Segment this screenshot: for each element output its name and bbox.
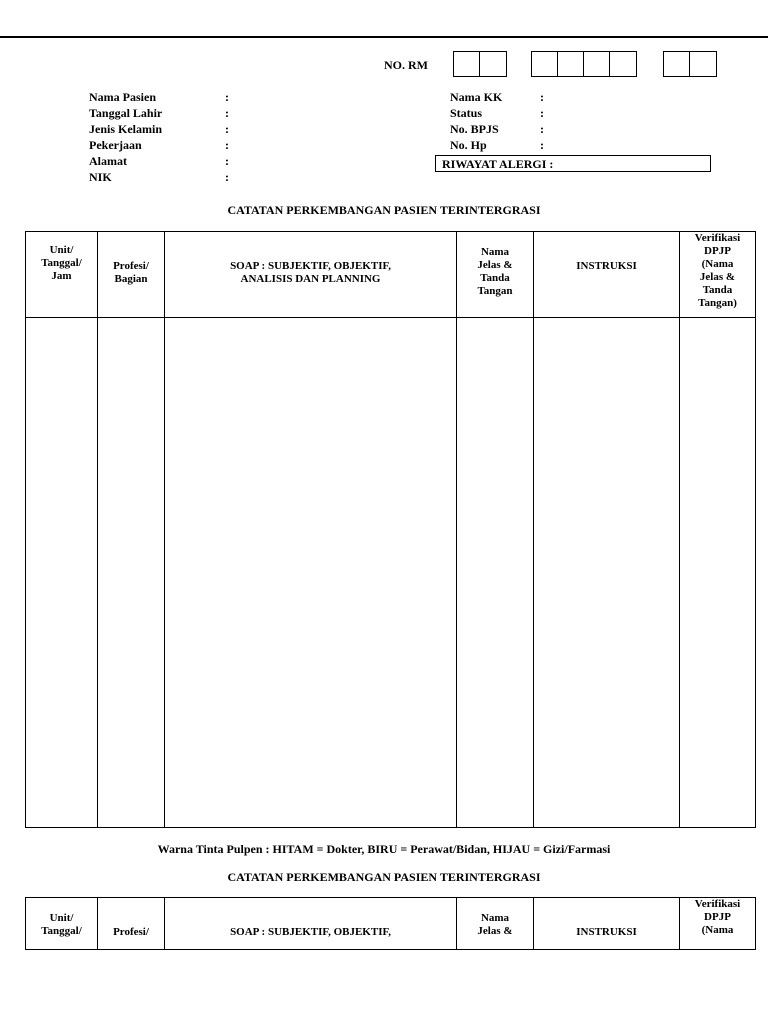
field-no-bpjs[interactable] xyxy=(450,121,570,137)
rm-digit-box[interactable] xyxy=(532,52,558,76)
rm-digit-box[interactable] xyxy=(558,52,584,76)
patient-info-right xyxy=(450,89,570,153)
header-profesi-bagian: Profesi/ Bagian xyxy=(98,232,165,318)
field-nik[interactable] xyxy=(89,169,239,185)
rm-digit-box[interactable] xyxy=(610,52,636,76)
field-label: Status xyxy=(450,106,483,120)
cell-profesi-bagian[interactable] xyxy=(98,318,165,828)
cell-soap[interactable] xyxy=(165,318,457,828)
field-label: Nama Pasien xyxy=(89,90,156,104)
field-label: Pekerjaan xyxy=(89,138,142,152)
rm-digit-box[interactable] xyxy=(690,52,716,76)
ink-color-legend: Warna Tinta Pulpen : HITAM = Dokter, BIRU = Perawat/Bidan, HIJAU = Gizi/Farmasi xyxy=(157,842,611,856)
cell-instruksi[interactable] xyxy=(534,318,680,828)
rm-digit-box[interactable] xyxy=(454,52,480,76)
field-tanggal-lahir[interactable] xyxy=(89,105,239,121)
field-no-hp[interactable] xyxy=(450,137,570,153)
field-label: No. BPJS xyxy=(450,122,499,136)
field-separator: : xyxy=(225,154,229,168)
field-separator: : xyxy=(540,122,544,136)
header-unit-tanggal: Unit/ Tanggal/ xyxy=(26,898,98,950)
field-label: Alamat xyxy=(89,154,127,168)
cell-unit-tanggal-jam[interactable] xyxy=(26,318,98,828)
field-separator: : xyxy=(225,138,229,152)
field-nama-kk[interactable] xyxy=(450,89,570,105)
header-soap: SOAP : SUBJEKTIF, OBJEKTIF, ANALISIS DAN PLANNING xyxy=(165,232,457,318)
field-separator: : xyxy=(540,90,544,104)
rm-digit-box[interactable] xyxy=(480,52,506,76)
header-unit-tanggal-jam: Unit/ Tanggal/ Jam xyxy=(26,232,98,318)
field-label: No. Hp xyxy=(450,138,487,152)
header-instruksi: INSTRUKSI xyxy=(534,232,680,318)
field-nama-pasien[interactable] xyxy=(89,89,239,105)
field-separator: : xyxy=(540,106,544,120)
cell-nama-jelas[interactable] xyxy=(457,318,534,828)
rm-box-group-1[interactable] xyxy=(453,51,507,77)
allergy-field[interactable]: RIWAYAT ALERGI : xyxy=(435,155,711,172)
section-title-2: CATATAN PERKEMBANGAN PASIEN TERINTERGRASI xyxy=(227,870,541,884)
header-nama-jelas: Nama Jelas & Tanda Tangan xyxy=(457,232,534,318)
field-status[interactable] xyxy=(450,105,570,121)
rm-digit-box[interactable] xyxy=(584,52,610,76)
header-soap: SOAP : SUBJEKTIF, OBJEKTIF, xyxy=(165,898,457,950)
header-verifikasi-dpjp: Verifikasi DPJP (Nama Jelas & Tanda Tangan) xyxy=(680,232,756,318)
patient-info-left xyxy=(89,89,239,185)
field-separator: : xyxy=(225,90,229,104)
field-label: Nama KK xyxy=(450,90,503,104)
rm-label: NO. RM xyxy=(384,58,428,72)
progress-notes-table xyxy=(25,231,756,828)
rm-box-group-3[interactable] xyxy=(663,51,717,77)
field-separator: : xyxy=(225,122,229,136)
progress-notes-table-2 xyxy=(25,897,756,950)
field-separator: : xyxy=(225,106,229,120)
section-title: CATATAN PERKEMBANGAN PASIEN TERINTERGRASI xyxy=(227,203,541,217)
header-verifikasi-dpjp: Verifikasi DPJP (Nama xyxy=(680,898,756,950)
field-label: Tanggal Lahir xyxy=(89,106,163,120)
field-pekerjaan[interactable] xyxy=(89,137,239,153)
table-row xyxy=(26,318,756,828)
header-nama-jelas: Nama Jelas & xyxy=(457,898,534,950)
field-label: NIK xyxy=(89,170,112,184)
cell-verifikasi-dpjp[interactable] xyxy=(680,318,756,828)
rm-box-group-2[interactable] xyxy=(531,51,637,77)
header-profesi: Profesi/ xyxy=(98,898,165,950)
field-label: Jenis Kelamin xyxy=(89,122,163,136)
field-jenis-kelamin[interactable] xyxy=(89,121,239,137)
rm-digit-box[interactable] xyxy=(664,52,690,76)
field-separator: : xyxy=(540,138,544,152)
header-instruksi: INSTRUKSI xyxy=(534,898,680,950)
field-separator: : xyxy=(225,170,229,184)
field-alamat[interactable] xyxy=(89,153,239,169)
top-rule xyxy=(0,36,768,38)
